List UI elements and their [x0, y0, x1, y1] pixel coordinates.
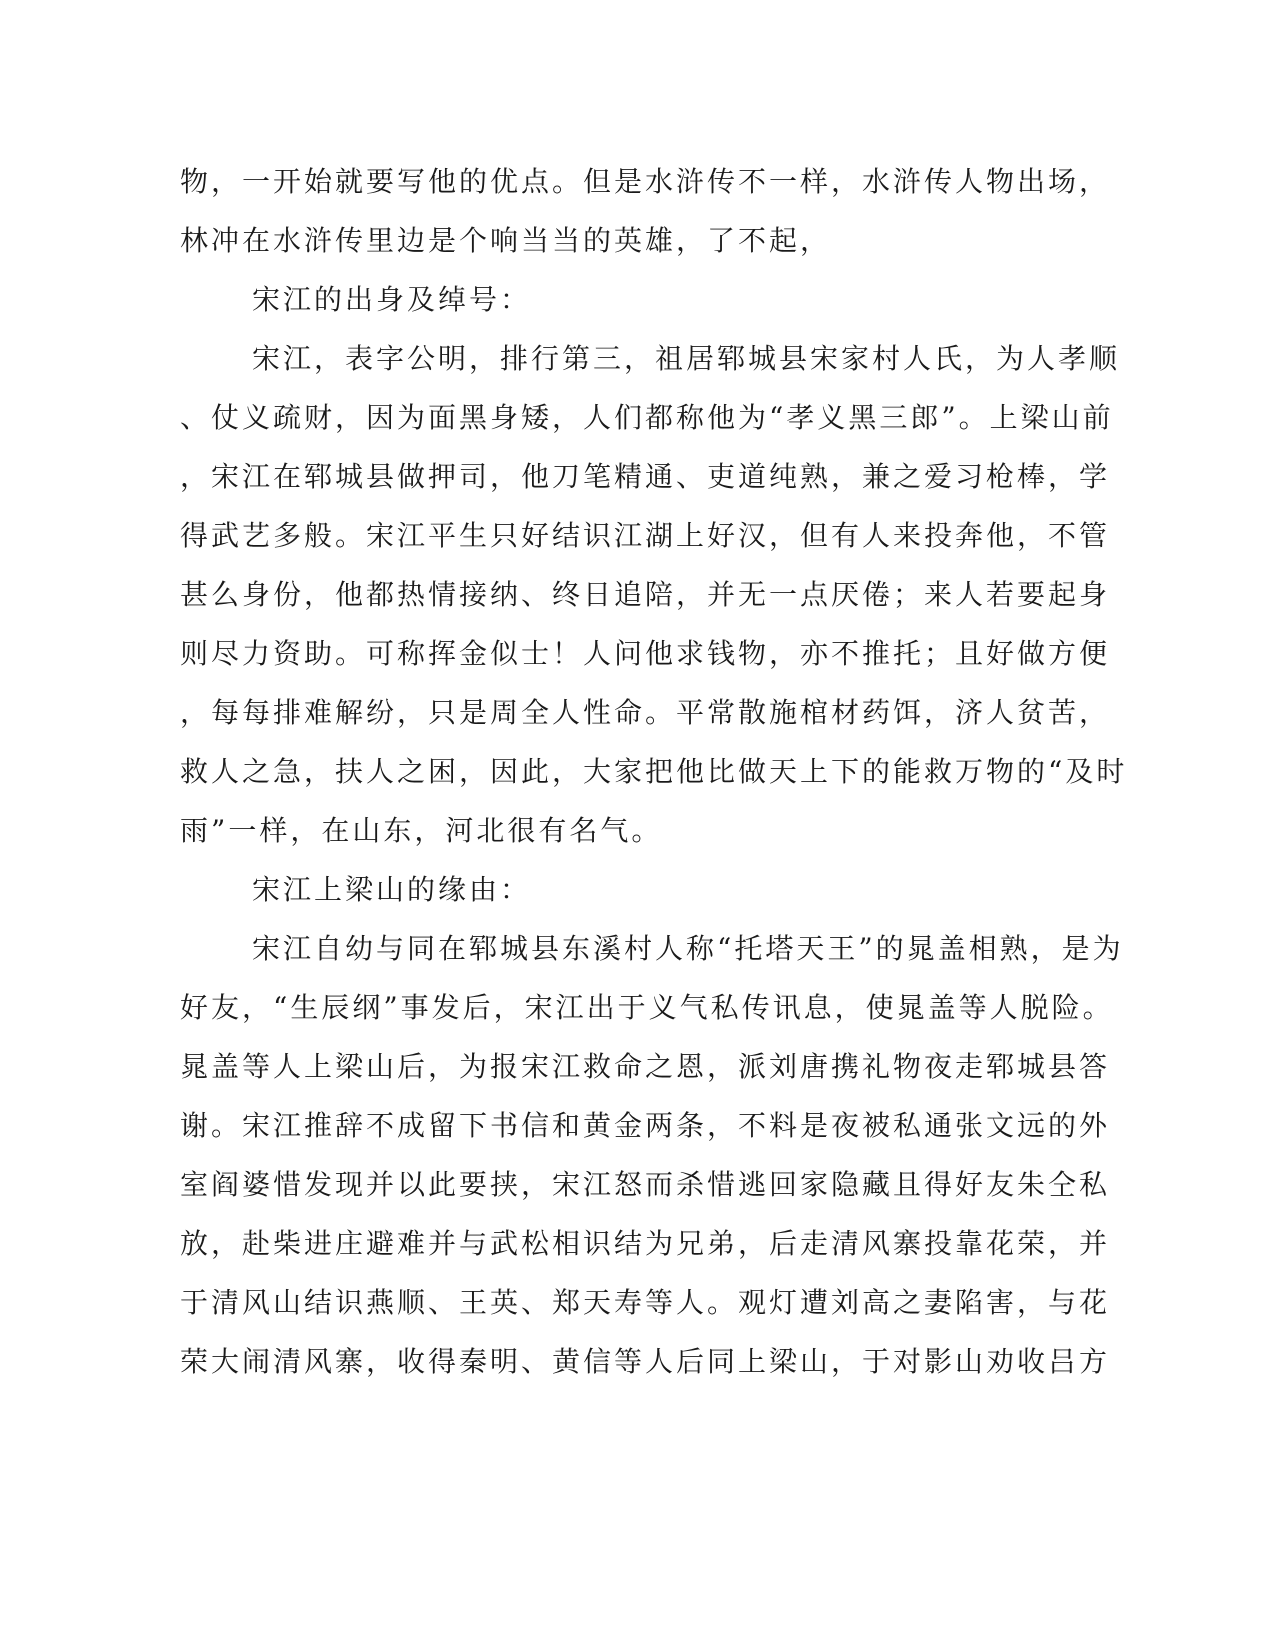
text-line: 甚么身份，他都热情接纳、终日追陪，并无一点厌倦；来人若要起身 [180, 578, 1111, 611]
text-line: ，每每排难解纷，只是周全人性命。平常散施棺材药饵，济人贫苦， [180, 696, 1111, 729]
text-line: 物，一开始就要写他的优点。但是水浒传不一样，水浒传人物出场， [180, 165, 1111, 198]
text-line: 得武艺多般。宋江平生只好结识江湖上好汉，但有人来投奔他，不管 [180, 519, 1111, 552]
section-heading: 宋江的出身及绰号： [252, 283, 532, 316]
text-line: 宋江自幼与同在郓城县东溪村人称“托塔天王”的晁盖相熟，是为 [252, 932, 1124, 965]
text-line: 救人之急，扶人之困，因此，大家把他比做天上下的能救万物的“及时 [180, 755, 1128, 788]
text-line: 荣大闹清风寨，收得秦明、黄信等人后同上梁山，于对影山劝收吕方 [180, 1345, 1111, 1378]
text-line: ，宋江在郓城县做押司，他刀笔精通、吏道纯熟，兼之爱习枪棒，学 [180, 460, 1111, 493]
text-line: 晁盖等人上梁山后，为报宋江救命之恩，派刘唐携礼物夜走郓城县答 [180, 1050, 1111, 1083]
text-line: 好友，“生辰纲”事发后，宋江出于义气私传讯息，使晁盖等人脱险。 [180, 991, 1114, 1024]
text-line: 宋江，表字公明，排行第三，祖居郓城县宋家村人氏，为人孝顺 [252, 342, 1121, 375]
text-line: 林冲在水浒传里边是个响当当的英雄，了不起， [180, 224, 832, 257]
text-line: 放，赴柴进庄避难并与武松相识结为兄弟，后走清风寨投靠花荣，并 [180, 1227, 1111, 1260]
section-heading: 宋江上梁山的缘由： [252, 873, 532, 906]
text-line: 则尽力资助。可称挥金似士！人问他求钱物，亦不推托；且好做方便 [180, 637, 1111, 670]
text-line: 雨”一样，在山东，河北很有名气。 [180, 814, 663, 847]
text-line: 于清风山结识燕顺、王英、郑天寿等人。观灯遭刘高之妻陷害，与花 [180, 1286, 1111, 1319]
text-line: 、仗义疏财，因为面黑身矮，人们都称他为“孝义黑三郎”。上梁山前 [180, 401, 1114, 434]
text-line: 谢。宋江推辞不成留下书信和黄金两条，不料是夜被私通张文远的外 [180, 1109, 1111, 1142]
text-line: 室阎婆惜发现并以此要挟，宋江怒而杀惜逃回家隐藏且得好友朱仝私 [180, 1168, 1111, 1201]
